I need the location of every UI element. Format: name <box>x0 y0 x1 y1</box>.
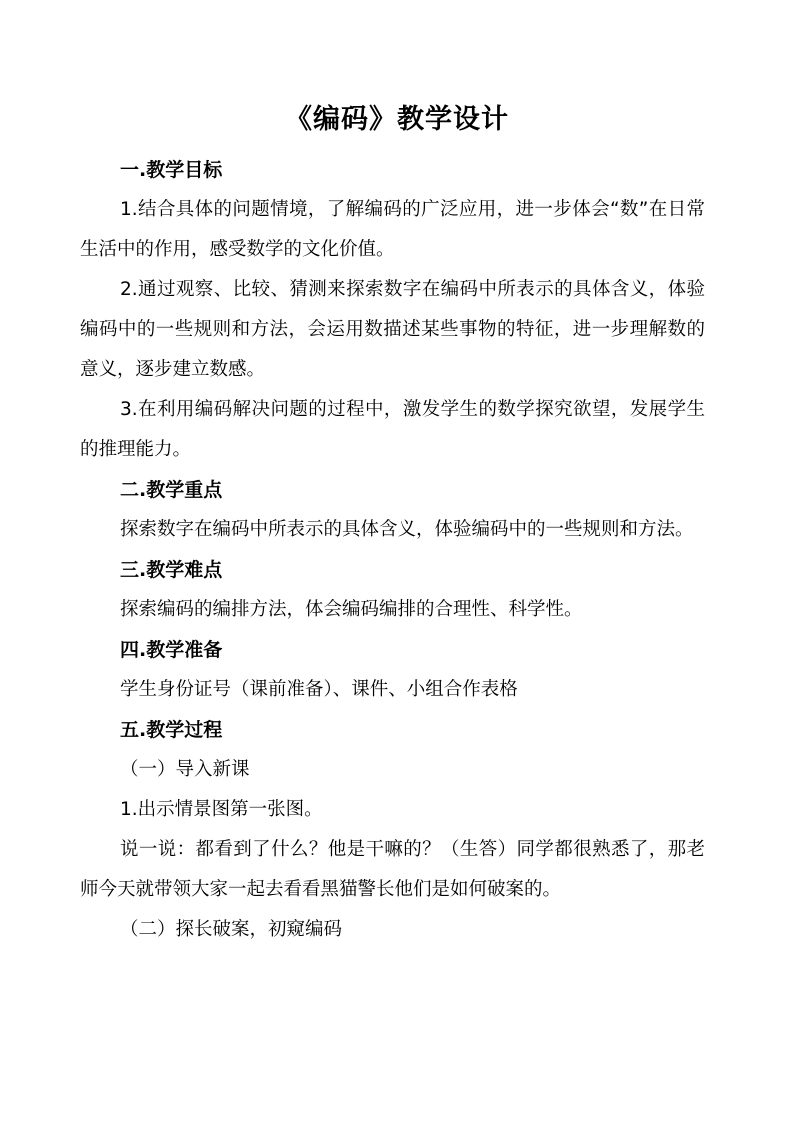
document-body <box>80 150 705 950</box>
objective-paragraph-2: 2.通过观察、比较、猜测来探索数字在编码中所表示的具体含义，体验编码中的一些规则和方法，会运用数描述某些事物的特征，进一步理解数的意义，逐步建立数感。 <box>80 279 705 380</box>
process-subheading-1: （一）导入新课 <box>120 759 250 780</box>
difficulties-paragraph: 探索编码的编排方法，体会编码编排的合理性、科学性。 <box>120 599 583 620</box>
page-title: 《编码》教学设计 <box>285 104 509 135</box>
section-heading-preparation: 四.教学准备 <box>120 639 223 661</box>
key-points-paragraph: 探索数字在编码中所表示的具体含义，体验编码中的一些规则和方法。 <box>120 519 694 540</box>
process-paragraph-2: 说一说：都看到了什么？他是干嘛的？（生答）同学都很熟悉了，那老师今天就带领大家一起去看看黑猫警长他们是如何破案的。 <box>80 839 705 900</box>
objective-paragraph-1: 1.结合具体的问题情境，了解编码的广泛应用，进一步体会“数”在日常生活中的作用，感受数学的文化价值。 <box>80 199 705 260</box>
section-heading-objectives: 一.教学目标 <box>120 159 223 181</box>
process-paragraph-1: 1.出示情景图第一张图。 <box>120 799 323 820</box>
section-heading-process: 五.教学过程 <box>120 719 223 741</box>
section-heading-key-points: 二.教学重点 <box>120 479 223 501</box>
section-heading-difficulties: 三.教学难点 <box>120 559 223 581</box>
objective-paragraph-3: 3.在利用编码解决问题的过程中，激发学生的数学探究欲望，发展学生的推理能力。 <box>80 399 705 460</box>
process-subheading-2: （二）探长破案，初窥编码 <box>120 919 343 940</box>
preparation-paragraph: 学生身份证号（课前准备）、课件、小组合作表格 <box>120 679 518 700</box>
